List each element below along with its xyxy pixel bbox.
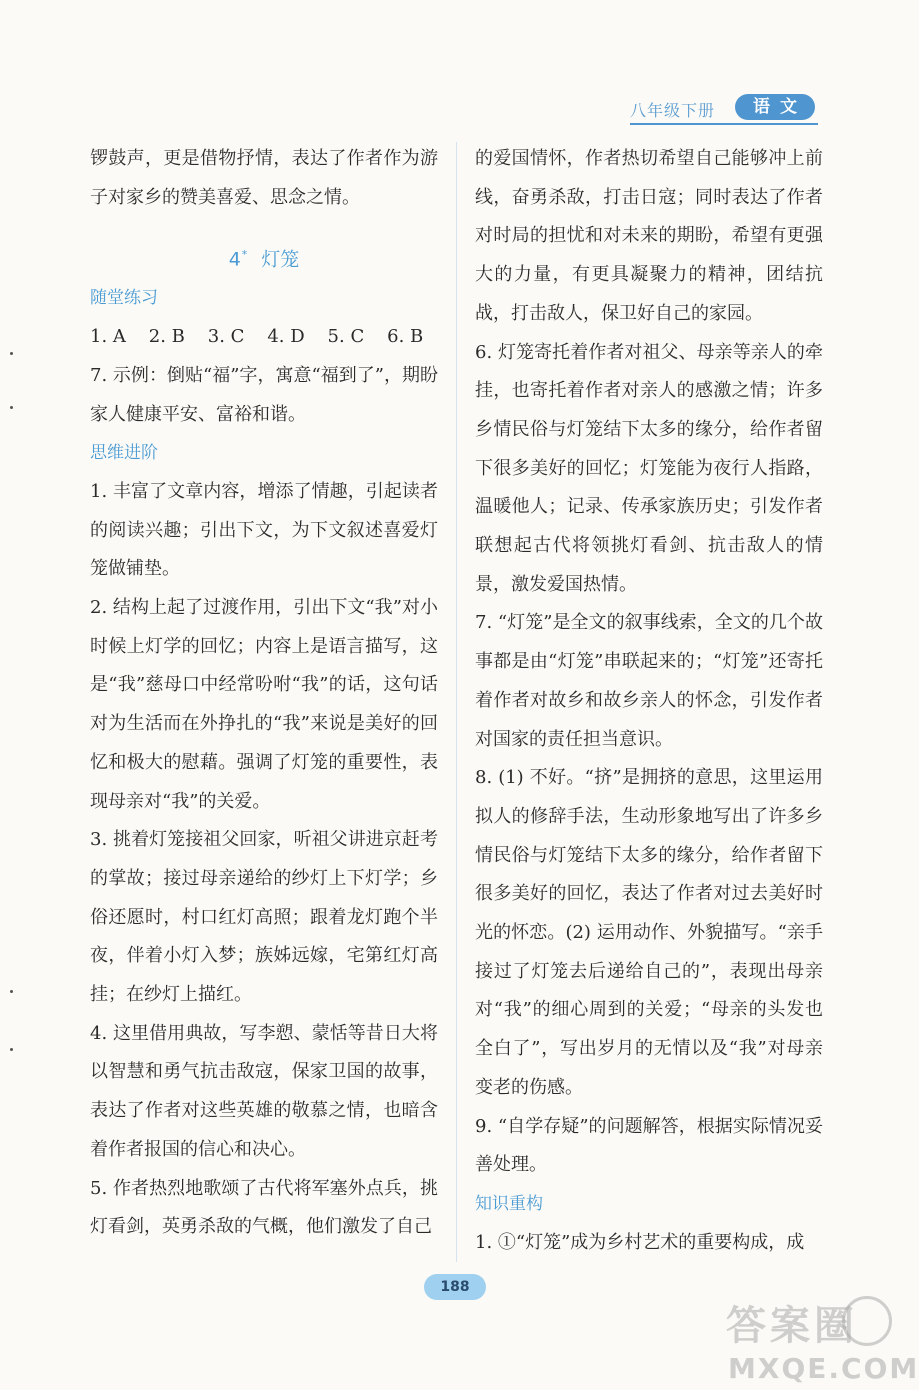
section-heading: 随堂练习: [90, 288, 158, 309]
section-heading: 思维进阶: [90, 443, 158, 464]
lesson-title: [90, 245, 438, 271]
subject-badge: 语文: [735, 94, 815, 120]
section-heading: 知识重构: [475, 1193, 543, 1214]
choice-answers: 1. A 2. B 3. C 4. D 5. C 6. B: [90, 326, 424, 348]
watermark-circle-icon: [842, 1296, 892, 1346]
watermark-url: MXQE.COM: [728, 1352, 919, 1385]
scan-speck: [10, 352, 13, 355]
watermark-logo: [722, 1290, 919, 1386]
scan-speck: [10, 1048, 13, 1051]
answer-item: 7. “灯笼”是全文的叙事线索，全文的几个故事都是由“灯笼”串联起来的；“灯笼”还寄托着作者对故乡和故乡亲人的怀念，引发作者对国家的责任担当意识。: [475, 612, 823, 750]
answer-item: 4. 这里借用典故，写李愬、蒙恬等昔日大将以智慧和勇气抗击敌寇，保家卫国的故事，表达了作者对这些英雄的敬慕之情，也暗含着作者报国的信心和决心。: [90, 1022, 438, 1160]
scan-speck: [10, 990, 13, 993]
answer-item: 9. “自学存疑”的问题解答，根据实际情况妥善处理。: [475, 1115, 823, 1176]
answer-item: 6. 灯笼寄托着作者对祖父、母亲等亲人的牵挂，也寄托着作者对亲人的感激之情；许多乡情民俗与灯笼结下太多的缘分，给作者留下很多美好的回忆；灯笼能为夜行人指路，温暖他人；记录、传承家族历史；引发作者联想起古代将领挑灯看剑、抗击敌人的情景，激发爱国热情。: [475, 341, 823, 595]
answer-item: 1. 丰富了文章内容，增添了情趣，引起读者的阅读兴趣；引出下文，为下文叙述喜爱灯笼做铺垫。: [90, 480, 438, 580]
page-header: [630, 94, 820, 126]
answer-item: 8. (1) 不好。“挤”是拥挤的意思，这里运用拟人的修辞手法，生动形象地写出了许多乡情民俗与灯笼结下太多的缘分，给作者留下很多美好的回忆，表达了作者对过去美好时光的怀恋。(2) 运用动作、外貌描写。“亲手接过了灯笼去后递给自己的”，表现出母亲对“我”的细心周到的关爱；“母亲的头发也全白了”，写出岁月的无情以及“我”对母亲变老的伤感。: [475, 767, 823, 1098]
answer-item: 2. 结构上起了过渡作用，引出下文“我”对小时候上灯学的回忆；内容上是语言描写，这是“我”慈母口中经常吩咐“我”的话，这句话对为生活而在外挣扎的“我”来说是美好的回忆和极大的慰藉。强调了灯笼的重要性，表现母亲对“我”的关爱。: [90, 597, 438, 812]
lesson-marker: *: [241, 248, 248, 262]
scan-speck: [10, 406, 13, 409]
answer-item: 7. 示例：倒贴“福”字，寓意“福到了”，期盼家人健康平安、富裕和谐。: [90, 364, 438, 425]
watermark-text: 答案圈: [726, 1303, 858, 1349]
lesson-number: 4: [228, 248, 242, 271]
grade-label: 八年级下册: [630, 101, 716, 120]
answer-item: 1. ①“灯笼”成为乡村艺术的重要构成，成: [475, 1231, 805, 1253]
intro-paragraph: 锣鼓声，更是借物抒情，表达了作者作为游子对家乡的赞美喜爱、思念之情。: [90, 148, 438, 208]
answer-item: 5. 作者热烈地歌颂了古代将军塞外点兵，挑灯看剑，英勇杀敌的气概，他们激发了自己: [90, 1177, 438, 1238]
page-number: 188: [424, 1274, 486, 1300]
answer-item: 3. 挑着灯笼接祖父回家，听祖父讲进京赶考的掌故；接过母亲递给的纱灯上下灯学；乡俗还愿时，村口红灯高照；跟着龙灯跑个半夜，伴着小灯入梦；族姊远嫁，宅第红灯高挂；在纱灯上描红。: [90, 829, 438, 1006]
continued-paragraph: 的爱国情怀，作者热切希望自己能够冲上前线，奋勇杀敌，打击日寇；同时表达了作者对时局的担忧和对未来的期盼，希望有更强大的力量，有更具凝聚力的精神，团结抗战，打击敌人，保卫好自己的家园。: [475, 148, 823, 324]
lesson-name: 灯笼: [261, 248, 300, 271]
right-column: [475, 140, 823, 1262]
left-column: [90, 140, 438, 1247]
header-rule: [630, 123, 818, 125]
column-divider: [456, 142, 457, 1262]
